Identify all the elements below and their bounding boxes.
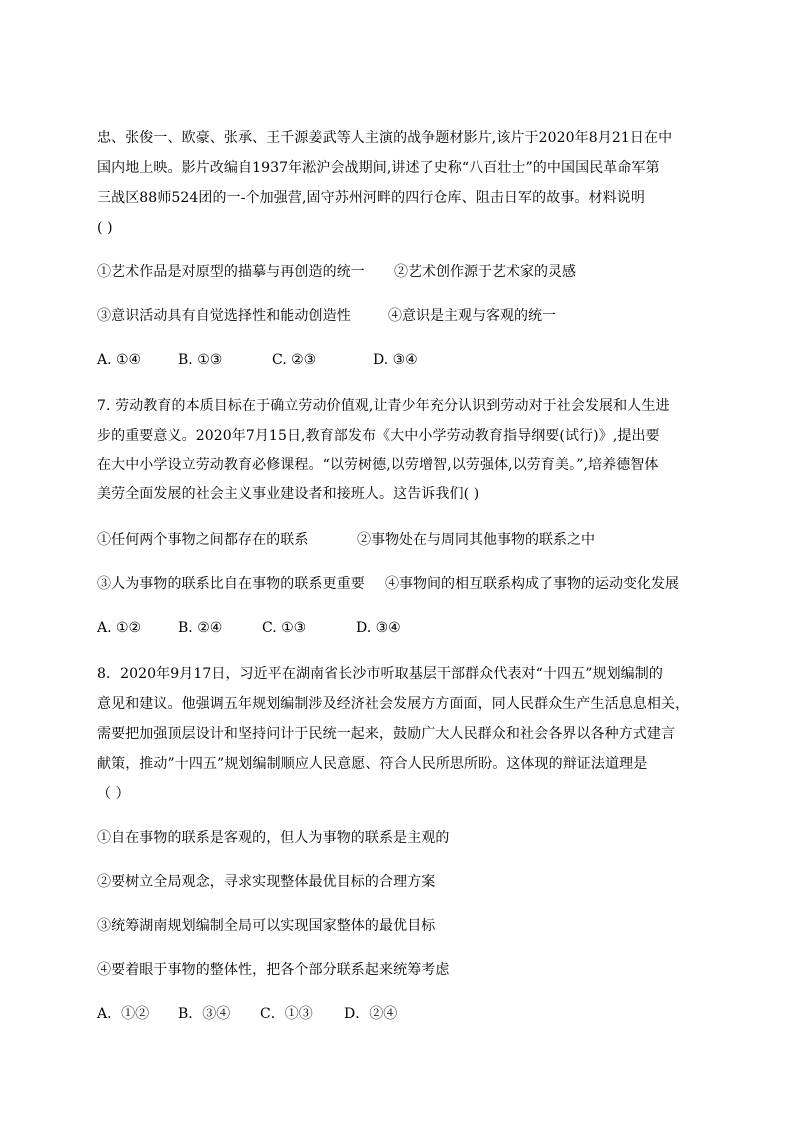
q8-line-1: 8．2020年9月17日，习近平在湖南省长沙市听取基层干部群众代表对“十四五”规划编制的: [97, 666, 663, 682]
q8-answer-blank: （ ）: [97, 786, 130, 802]
q7-line-2: 步的重要意义。2020年7月15日,教育部发布《大中小学劳动教育指导纲要(试行)》,提出要: [97, 428, 660, 444]
q7-option-d: D. ③④: [356, 620, 401, 636]
q6-line-1: 忠、张俊一、欧豪、张承、王千源姜武等人主演的战争题材影片,该片于2020年8月21日在中: [97, 130, 673, 146]
q6-line-2: 国内地上映。影片改编自1937年淞沪会战期间,讲述了史称“八百壮士”的中国国民革命军第: [97, 160, 660, 176]
q7-statement-1: ①任何两个事物之间都存在的联系: [97, 532, 309, 548]
q8-statement-4: ④要着眼于事物的整体性，把各个部分联系起来统筹考虑: [97, 962, 450, 978]
q8-statement-1: ①自在事物的联系是客观的，但人为事物的联系是主观的: [97, 830, 450, 846]
q8-option-b: B．③④: [178, 1006, 231, 1022]
q7-option-b: B. ②④: [178, 620, 223, 636]
q7-option-c: C. ①③: [262, 620, 307, 636]
q6-answer-blank: ( ): [97, 220, 113, 236]
q7-line-1: 7. 劳动教育的本质目标在于确立劳动价值观,让青少年充分认识到劳动对于社会发展和人生进: [97, 398, 670, 414]
q7-statement-4: ④事物间的相互联系构成了事物的运动变化发展: [385, 576, 679, 592]
q7-line-4: 美劳全面发展的社会主义事业建设者和接班人。这告诉我们( ): [97, 486, 480, 502]
q6-option-a: A. ①④: [97, 352, 142, 368]
q6-statement-1: ①艺术作品是对原型的描摹与再创造的统一: [97, 264, 365, 280]
q6-statement-4: ④意识是主观与客观的统一: [388, 308, 556, 324]
q6-statement-3: ③意识活动具有自觉选择性和能动创造性: [97, 308, 351, 324]
q6-option-c: C. ②③: [272, 352, 317, 368]
q7-option-a: A. ①②: [97, 620, 142, 636]
q8-option-c: C．①③: [260, 1006, 313, 1022]
q7-statement-3: ③人为事物的联系比自在事物的联系更重要: [97, 576, 365, 592]
q8-option-a: A．①②: [97, 1006, 150, 1022]
q6-option-b: B. ①③: [178, 352, 223, 368]
q8-option-d: D．②④: [344, 1006, 398, 1022]
q6-option-d: D. ③④: [373, 352, 418, 368]
q8-line-2: 意见和建议。他强调五年规划编制涉及经济社会发展方方面面，同人民群众生产生活息息相关，: [97, 696, 690, 712]
q8-statement-2: ②要树立全局观念，寻求实现整体最优目标的合理方案: [97, 874, 436, 890]
q6-statement-2: ②艺术创作源于艺术家的灵感: [394, 264, 576, 280]
q7-statement-2: ②事物处在与周同其他事物的联系之中: [357, 532, 595, 548]
q6-line-3: 三战区88师524团的一-个加强营,固守苏州河畔的四行仓库、阻击日军的故事。材料说明: [97, 190, 645, 206]
q7-line-3: 在大中小学设立劳动教育必修课程。“以劳树德,以劳增智,以劳强体,以劳育美。”,培养德智体: [97, 457, 659, 473]
q8-line-4: 献策，推动”十四五”规划编制顺应人民意愿、符合人民所思所盼。这体现的辩证法道理是: [97, 756, 648, 772]
q8-line-3: 需要把加强顶层设计和坚持问计于民统一起来，鼓励广大人民群众和社会各界以各种方式建言: [97, 726, 676, 742]
q8-statement-3: ③统筹湖南规划编制全局可以实现国家整体的最优目标: [97, 918, 436, 934]
